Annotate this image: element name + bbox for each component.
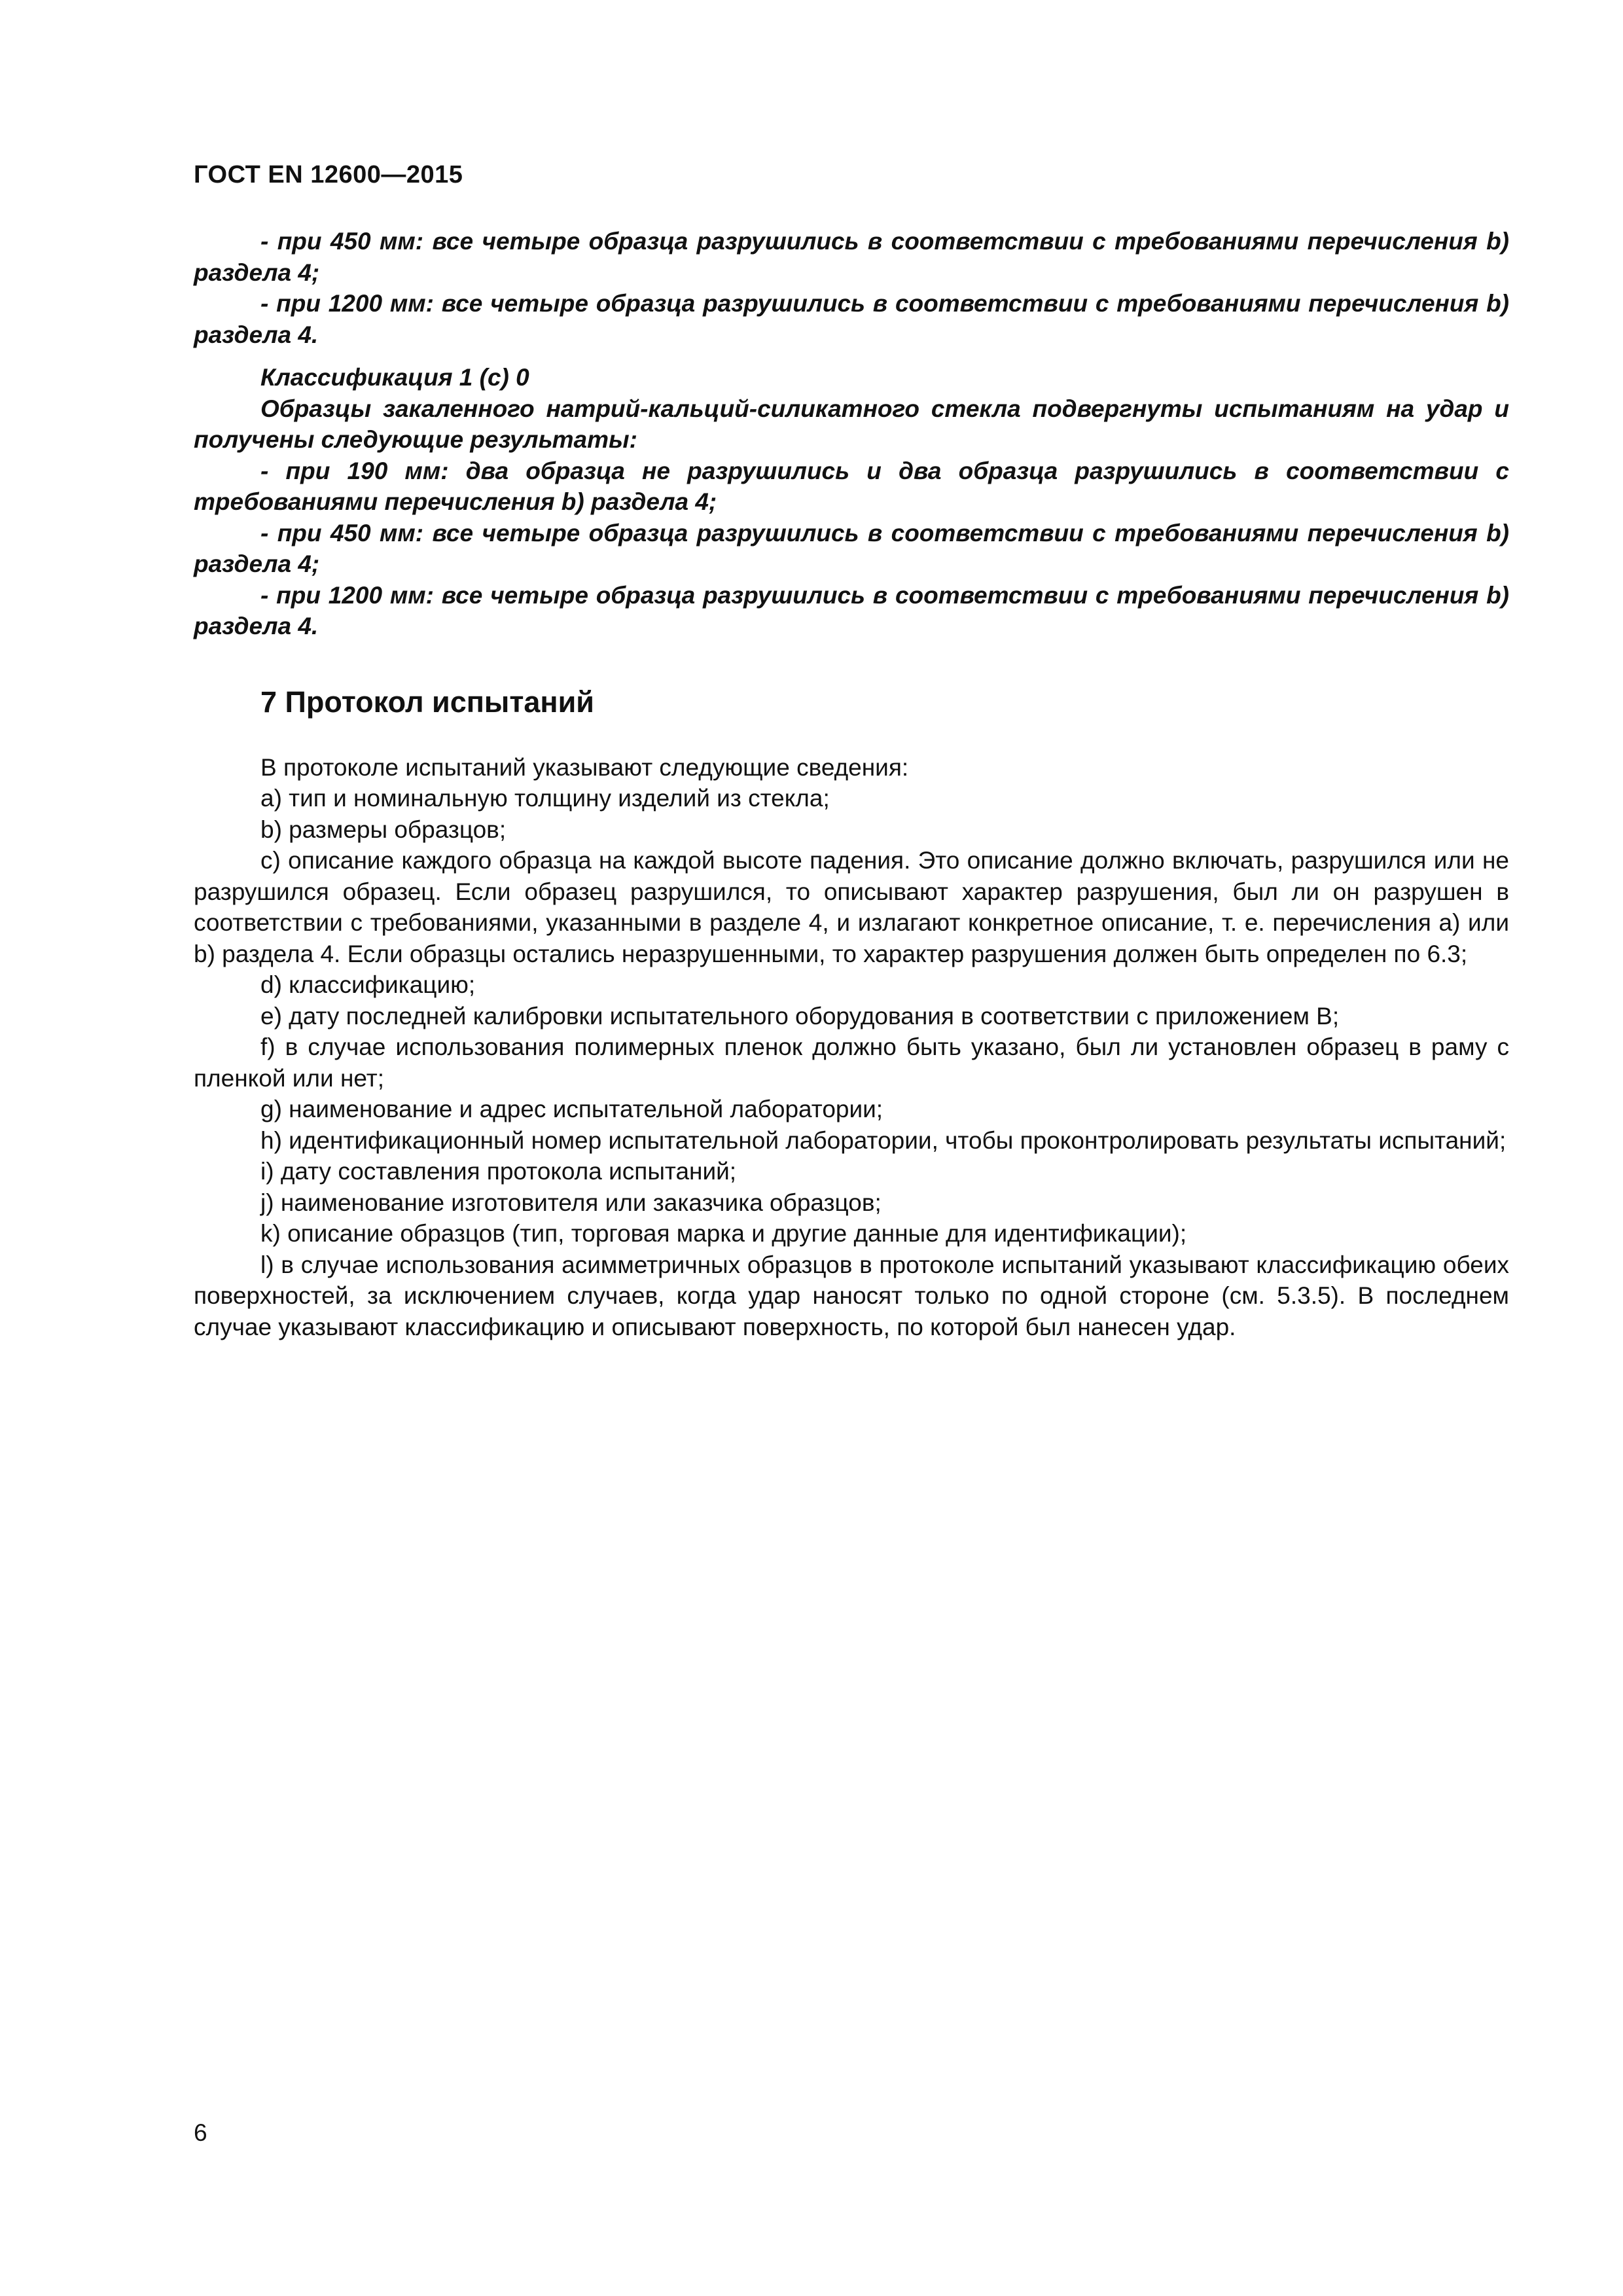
result-1200mm: - при 1200 мм: все четыре образца разрушились в соответствии с требованиями перечисления b) раздела 4. — [194, 290, 1509, 348]
protocol-intro: В протоколе испытаний указывают следующие сведения: — [260, 753, 909, 781]
list-item: c) описание каждого образца на каждой высоте падения. Это описание должно включать, разрушился или не разрушился образец. Если образец разрушился, то описывают характер разрушения, был ли он разрушен в соответствии с требованиями, указанными в разделе 4, и излагают конкретное описание, т. е. перечисления a) или b) раздела 4. Если образцы остались неразрушенными, то характер разрушения должен быть определен по 6.3; — [194, 847, 1509, 967]
list-item: a) тип и номинальную толщину изделий из стекла; — [260, 785, 830, 812]
list-item: h) идентификационный номер испытательной лаборатории, чтобы проконтролировать результаты испытаний; — [260, 1126, 1507, 1154]
standard-header: ГОСТ EN 12600—2015 — [194, 161, 463, 188]
classification-title: Классификация 1 (с) 0 — [260, 364, 529, 391]
classification-result-450mm: - при 450 мм: все четыре образца разрушились в соответствии с требованиями перечисления b) раздела 4; — [194, 519, 1509, 577]
list-item: f) в случае использования полимерных пленок должно быть указано, был ли установлен образец в раму с пленкой или нет; — [194, 1033, 1509, 1092]
classification-intro: Образцы закаленного натрий-кальций-силикатного стекла подвергнуты испытаниям на удар и получены следующие результаты: — [194, 395, 1509, 453]
page-number: 6 — [194, 2119, 207, 2146]
list-item: j) наименование изготовителя или заказчика образцов; — [260, 1189, 882, 1216]
result-450mm: - при 450 мм: все четыре образца разрушились в соответствии с требованиями перечисления b) раздела 4; — [194, 228, 1509, 286]
results-block — [194, 226, 1509, 350]
list-item: b) размеры образцов; — [260, 816, 507, 843]
list-item: d) классификацию; — [260, 971, 476, 998]
section-title: 7 Протокол испытаний — [260, 685, 594, 719]
list-item: i) дату составления протокола испытаний; — [260, 1158, 737, 1185]
classification-result-190mm: - при 190 мм: два образца не разрушились и два образца разрушились в соответствии с требованиями перечисления b) раздела 4; — [194, 457, 1509, 515]
page-content — [194, 226, 1509, 1342]
list-item: l) в случае использования асимметричных образцов в протоколе испытаний указывают классификацию обеих поверхностей, за исключением случаев, когда удар наносят только по одной стороне (см. 5.3.5). В последнем случае указывают классификацию и описывают поверхность, по которой был нанесен удар. — [194, 1251, 1509, 1340]
classification-block — [194, 362, 1509, 642]
list-item: e) дату последней калибровки испытательного оборудования в соответствии с приложением B; — [260, 1002, 1340, 1030]
protocol-list — [194, 752, 1509, 1343]
classification-result-1200mm: - при 1200 мм: все четыре образца разрушились в соответствии с требованиями перечисления b) раздела 4. — [194, 581, 1509, 639]
list-item: g) наименование и адрес испытательной лаборатории; — [260, 1096, 883, 1122]
list-item: k) описание образцов (тип, торговая марка и другие данные для идентификации); — [260, 1220, 1187, 1247]
